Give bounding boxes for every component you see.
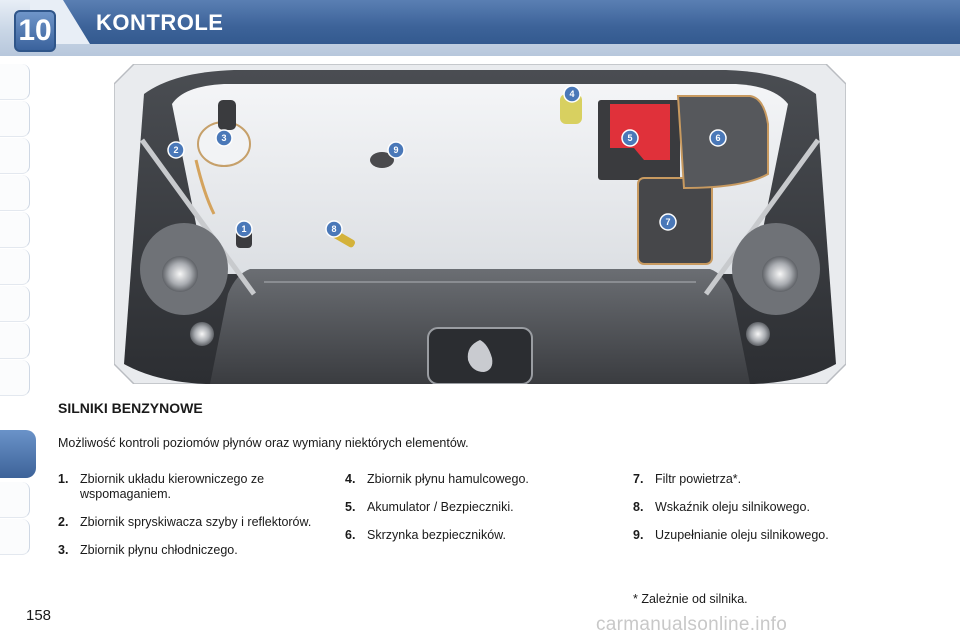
legend-item xyxy=(633,472,913,487)
svg-text:9: 9 xyxy=(393,145,399,155)
svg-text:4: 4 xyxy=(569,89,575,99)
legend-item xyxy=(345,500,615,515)
component-marker-2 xyxy=(168,142,184,158)
legend-text: Filtr powietrza*. xyxy=(655,472,742,486)
legend-text: Zbiornik układu kierowniczego ze wspomaganiem. xyxy=(80,472,265,501)
legend-number: 4. xyxy=(345,472,356,486)
component-marker-3 xyxy=(216,130,232,146)
chapter-number-badge: 10 xyxy=(14,10,56,52)
component-marker-4 xyxy=(564,86,580,102)
legend-item xyxy=(58,515,328,530)
legend-number: 7. xyxy=(633,472,644,486)
chapter-tab[interactable] xyxy=(0,64,30,100)
legend-text: Zbiornik spryskiwacza szyby i reflektorów. xyxy=(80,515,312,529)
legend-number: 5. xyxy=(345,500,356,514)
legend-number: 6. xyxy=(345,528,356,542)
legend-item xyxy=(58,472,328,502)
page-number: 158 xyxy=(26,607,52,624)
chapter-tab[interactable] xyxy=(0,482,30,518)
chapter-tab[interactable] xyxy=(0,138,30,174)
legend-text: Zbiornik płynu chłodniczego. xyxy=(80,543,238,557)
section-heading: SILNIKI BENZYNOWE xyxy=(58,400,203,416)
legend-number: 1. xyxy=(58,472,69,486)
legend-item xyxy=(345,528,615,543)
component-marker-5 xyxy=(622,130,638,146)
svg-text:1: 1 xyxy=(241,224,247,234)
component-marker-6 xyxy=(710,130,726,146)
engine-bay-illustration xyxy=(114,64,846,384)
chapter-tab[interactable] xyxy=(0,323,30,359)
chapter-tab[interactable] xyxy=(0,101,30,137)
legend-column-3 xyxy=(633,472,913,556)
section-intro: Możliwość kontroli poziomów płynów oraz wymiany niektórych elementów. xyxy=(58,436,469,450)
legend-item xyxy=(58,543,328,558)
chapter-tab[interactable] xyxy=(0,249,30,285)
svg-text:7: 7 xyxy=(665,217,671,227)
chapter-tab[interactable] xyxy=(0,519,30,555)
svg-text:6: 6 xyxy=(715,133,721,143)
chapter-tab[interactable] xyxy=(0,212,30,248)
legend-column-1 xyxy=(58,472,328,571)
svg-text:3: 3 xyxy=(221,133,227,143)
legend-item xyxy=(633,500,913,515)
legend-text: Zbiornik płynu hamulcowego. xyxy=(367,472,529,486)
chapter-tab[interactable] xyxy=(0,360,30,396)
legend-number: 3. xyxy=(58,543,69,557)
component-marker-1 xyxy=(236,221,252,237)
legend-number: 8. xyxy=(633,500,644,514)
legend-item xyxy=(633,528,913,543)
legend-number: 2. xyxy=(58,515,69,529)
watermark: carmanualsonline.info xyxy=(596,614,788,635)
component-marker-7 xyxy=(660,214,676,230)
chapter-tab-strip xyxy=(0,64,32,584)
chapter-tab[interactable] xyxy=(0,175,30,211)
svg-text:5: 5 xyxy=(627,133,633,143)
chapter-tab[interactable] xyxy=(0,286,30,322)
footnote: * Zależnie od silnika. xyxy=(633,592,748,606)
component-marker-9 xyxy=(388,142,404,158)
chapter-tab-active[interactable] xyxy=(0,430,36,478)
legend-text: Skrzynka bezpieczników. xyxy=(367,528,506,542)
legend-text: Uzupełnianie oleju silnikowego. xyxy=(655,528,829,542)
svg-text:8: 8 xyxy=(331,224,337,234)
component-marker-8 xyxy=(326,221,342,237)
engine-bay-drawing xyxy=(114,64,846,384)
chapter-title: KONTROLE xyxy=(96,10,224,35)
legend-column-2 xyxy=(345,472,615,556)
legend-text: Wskaźnik oleju silnikowego. xyxy=(655,500,810,514)
legend-number: 9. xyxy=(633,528,644,542)
svg-text:2: 2 xyxy=(173,145,179,155)
legend-text: Akumulator / Bezpieczniki. xyxy=(367,500,514,514)
legend-item xyxy=(345,472,615,487)
